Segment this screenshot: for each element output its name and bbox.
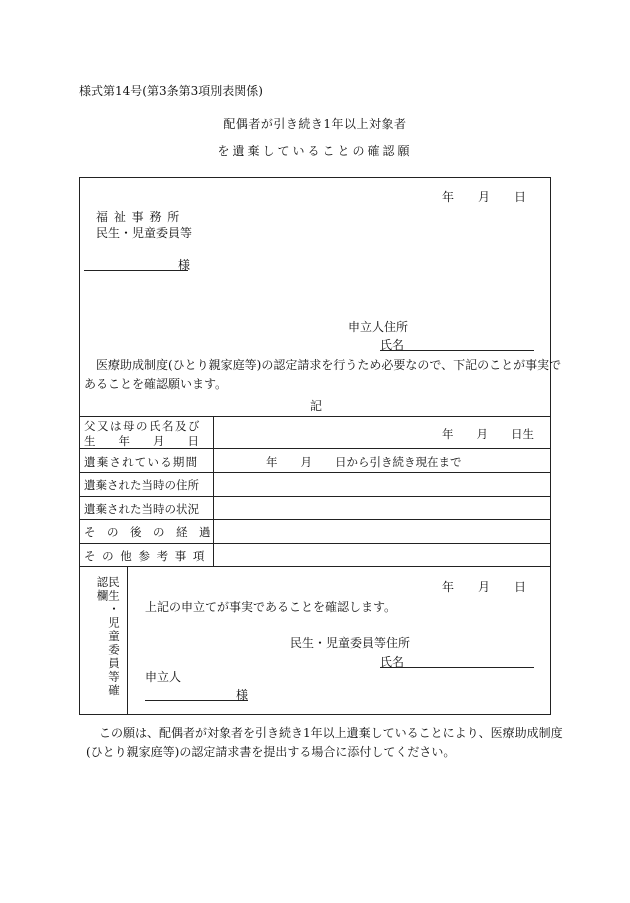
row-progress-label: そ の 後 の 経 過: [84, 525, 211, 539]
footnote-line1: この願は、配偶者が対象者を引き続き1年以上遺棄していることにより、医療助成制度: [99, 726, 563, 740]
confirm-column-divider: [127, 566, 128, 715]
table-rule-5: [79, 543, 551, 544]
row-other-label: そ の 他 参 考 事 項: [84, 549, 206, 563]
confirm-date: 年 月 日: [442, 580, 527, 594]
confirm-side-label: 民生・児童委員等確認欄: [95, 576, 121, 698]
footnote-line2: (ひとり親家庭等)の認定請求書を提出する場合に添付してください。: [86, 745, 456, 759]
row-parent-name-label-line1: 父又は母の氏名及び: [84, 419, 201, 433]
row-abandonment-period-label: 遺棄されている期間: [84, 455, 199, 469]
row-parent-name-label-line2: 生 年 月 日: [84, 434, 199, 448]
confirm-applicant-name-line[interactable]: [145, 700, 248, 701]
applicant-name-line[interactable]: [380, 350, 534, 351]
committee-address-label: 民生・児童委員等住所: [290, 636, 411, 650]
table-column-divider: [213, 416, 214, 566]
addressee-name-line[interactable]: [84, 270, 188, 271]
row-address-label: 遺棄された当時の住所: [84, 478, 199, 492]
addressee-committee: 民生・児童委員等: [96, 226, 193, 240]
form-title-line1: 配偶者が引き続き1年以上対象者: [223, 117, 407, 131]
committee-name-line[interactable]: [380, 667, 534, 668]
request-body-line2: あることを確認願います。: [84, 377, 228, 391]
addressee-sama: 様: [178, 258, 191, 272]
applicant-address-label: 申立人住所: [348, 320, 409, 334]
confirm-statement: 上記の申立てが事実であることを確認します。: [145, 600, 397, 614]
row-situation-label: 遺棄された当時の状況: [84, 502, 199, 516]
committee-name-label: 氏名: [380, 655, 405, 669]
form-number: 様式第14号(第3条第3項別表関係): [79, 84, 263, 98]
request-body-line1: 医療助成制度(ひとり親家庭等)の認定請求を行うため必要なので、下記のことが事実で: [96, 358, 562, 372]
table-rule-6: [79, 566, 551, 567]
table-rule-4: [79, 519, 551, 520]
row-parent-birthdate-value[interactable]: 年 月 日生: [442, 427, 534, 441]
table-top-rule: [79, 416, 551, 417]
ki-marker: 記: [310, 399, 323, 413]
applicant-name-label: 氏名: [380, 338, 405, 352]
request-date: 年 月 日: [442, 190, 527, 204]
table-rule-2: [79, 472, 551, 473]
table-rule-3: [79, 496, 551, 497]
form-title-line2: を遺棄していることの確認願: [217, 144, 413, 158]
row-abandonment-period-value[interactable]: 年 月 日から引き続き現在まで: [266, 455, 462, 469]
confirm-sama: 様: [236, 688, 249, 702]
confirm-applicant-label: 申立人: [145, 670, 182, 684]
addressee-welfare-office: 福 祉 事 務 所: [96, 210, 181, 224]
